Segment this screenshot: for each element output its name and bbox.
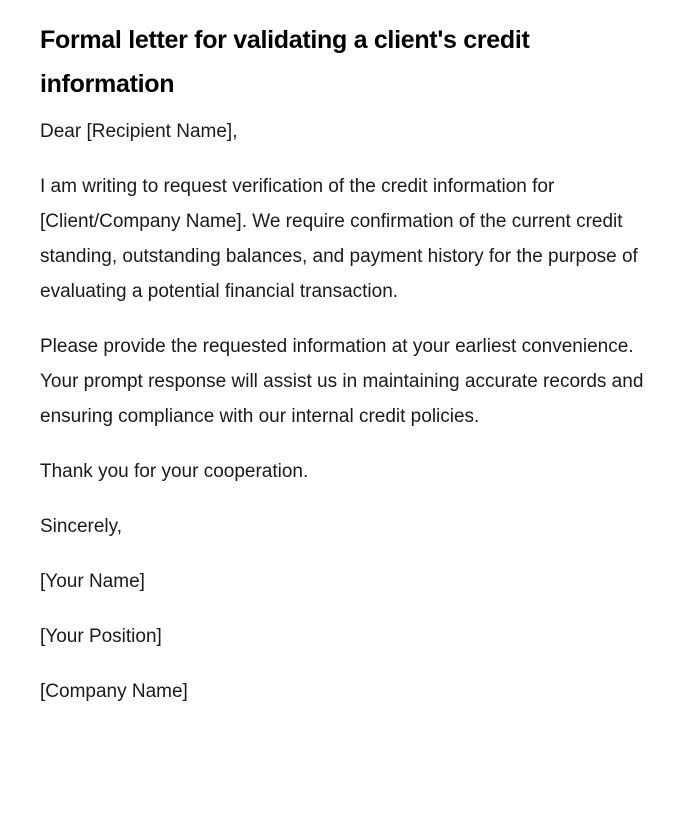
signature-position: [Your Position] bbox=[40, 626, 162, 647]
letter-title: Formal letter for validating a client's credit information bbox=[40, 26, 530, 98]
salutation: Dear [Recipient Name], bbox=[40, 121, 238, 142]
letter-document bbox=[40, 18, 650, 729]
closing: Sincerely, bbox=[40, 516, 123, 537]
body-paragraph-response: Please provide the requested information at your earliest convenience. Your prompt response will assist us in maintaining accurate records and ensuring compliance with our internal credit policies. bbox=[40, 336, 644, 427]
signature-company: [Company Name] bbox=[40, 681, 188, 702]
signature-name: [Your Name] bbox=[40, 571, 145, 592]
body-paragraph-request: I am writing to request verification of the credit information for [Client/Company Name]. We require confirmation of the current credit standing, outstanding balances, and payment history for the purpose of evaluating a potential financial transaction. bbox=[40, 176, 638, 302]
body-paragraph-thanks: Thank you for your cooperation. bbox=[40, 461, 309, 482]
